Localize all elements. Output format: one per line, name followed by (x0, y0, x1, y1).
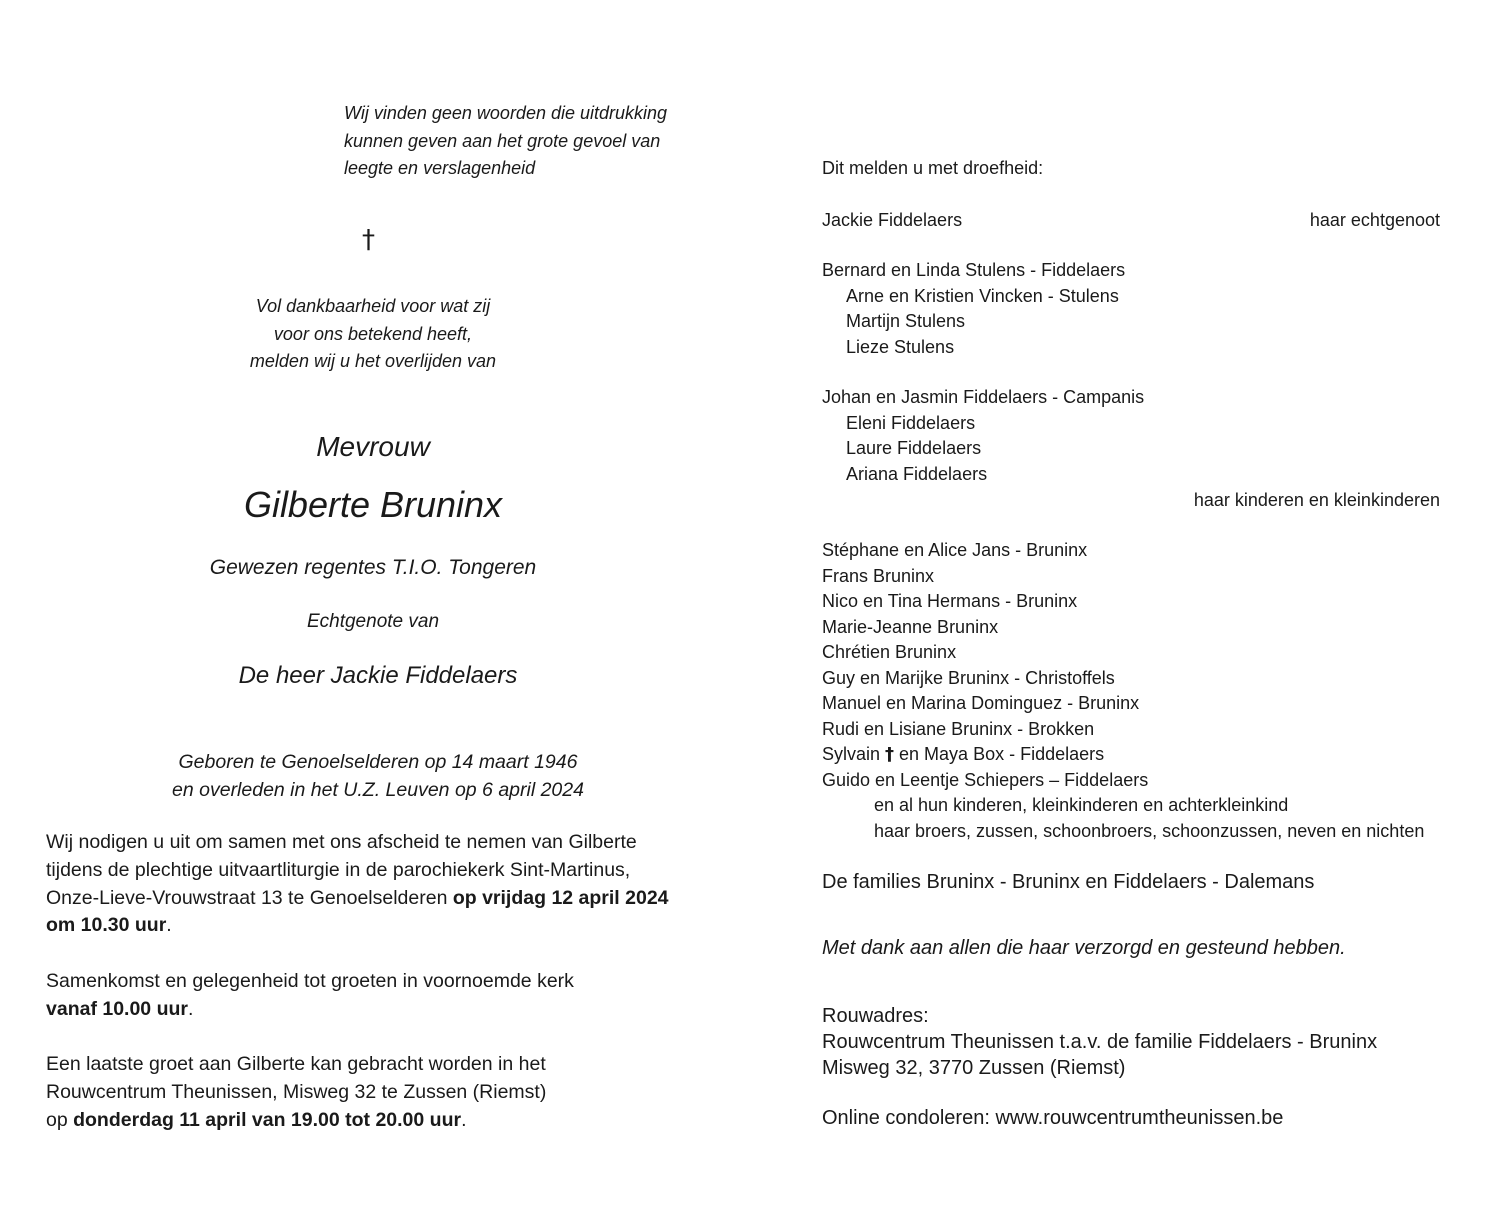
gathering-line: Samenkomst en gelegenheid tot groeten in voornoemde kerk (46, 970, 574, 992)
sibling-entry: Guy en Marijke Bruninx - Christoffels (822, 667, 1115, 688)
birth-line: Geboren te Genoelselderen op 14 maart 1946 (178, 751, 578, 773)
family-member: Ariana Fiddelaers (846, 463, 988, 484)
siblings-note: haar broers, zussen, schoonbroers, schoonzussen, neven en nichten (874, 820, 1425, 841)
deceased-name: Gilberte Bruninx (243, 484, 503, 525)
family-head: Johan en Jasmin Fiddelaers - Campanis (822, 387, 1145, 407)
siblings-list (822, 538, 1424, 844)
opening-quote (344, 100, 667, 183)
gathering-line: vanaf 10.00 uur. (46, 997, 194, 1020)
invitation-line (46, 885, 669, 913)
online-condolence: Online condoleren: www.rouwcentrumtheunissen.be (822, 1107, 1284, 1129)
sibling-entry: Marie-Jeanne Bruninx (822, 616, 999, 637)
sibling-entry: Rudi en Lisiane Bruninx - Brokken (822, 718, 1095, 739)
salutation: Mevrouw (316, 431, 430, 462)
gathering-time: vanaf 10.00 uur (46, 997, 188, 1020)
family-member: Lieze Stulens (846, 336, 955, 357)
family-member: Arne en Kristien Vincken - Stulens (846, 285, 1119, 306)
farewell-line: op donderdag 11 april van 19.00 tot 20.00 uur. (46, 1108, 467, 1131)
invitation-line: Wij nodigen u uit om samen met ons afscheid te nemen van Gilberte (46, 831, 637, 853)
sibling-entry: Stéphane en Alice Jans - Bruninx (822, 540, 1088, 560)
funeral-time: om 10.30 uur (46, 914, 167, 937)
children-role: haar kinderen en kleinkinderen (1193, 490, 1440, 510)
sibling-entry: Chrétien Bruninx (822, 642, 957, 662)
address-label: Rouwadres: (822, 1005, 929, 1027)
invitation-address: Onze-Lieve-Vrouwstraat 13 te Genoelselderen (46, 886, 453, 909)
siblings-note: en al hun kinderen, kleinkinderen en achterkleinkind (874, 795, 1289, 815)
thanks-line: Met dank aan allen die haar verzorgd en gesteund hebben. (822, 937, 1346, 959)
mourning-address (822, 1003, 1377, 1081)
husband-name: Jackie Fiddelaers (822, 210, 963, 230)
family-member: Eleni Fiddelaers (846, 412, 976, 433)
address-line: Misweg 32, 3770 Zussen (Riemst) (822, 1057, 1126, 1079)
gratitude-line: melden wij u het overlijden van (249, 351, 497, 371)
family-member: Laure Fiddelaers (846, 438, 982, 458)
family-group-stulens (822, 258, 1125, 360)
birth-death-dates (103, 748, 653, 804)
cross-icon: † (885, 744, 895, 765)
quote-line: kunnen geven aan het grote gevoel van (344, 130, 661, 151)
sibling-entry: Sylvain † en Maya Box - Fiddelaers (822, 744, 1105, 765)
funeral-date: op vrijdag 12 april 2024 (452, 886, 669, 909)
gathering-info (46, 968, 574, 1024)
spouse-label: Echtgenote van (306, 611, 440, 632)
farewell-time: donderdag 11 april van 19.00 tot 20.00 uur (73, 1108, 462, 1131)
address-line: Rouwcentrum Theunissen t.a.v. de familie Fiddelaers - Bruninx (822, 1031, 1378, 1053)
husband-role: haar echtgenoot (1309, 210, 1440, 230)
funeral-invitation (46, 829, 669, 940)
gratitude-text (173, 293, 573, 376)
sibling-entry: Manuel en Marina Dominguez - Bruninx (822, 693, 1140, 713)
families-line: De families Bruninx - Bruninx en Fiddelaers - Dalemans (822, 871, 1315, 893)
gratitude-line: voor ons betekend heeft, (273, 323, 473, 344)
sibling-entry: Nico en Tina Hermans - Bruninx (822, 591, 1078, 611)
farewell-line: Rouwcentrum Theunissen, Misweg 32 te Zussen (Riemst) (46, 1080, 547, 1103)
family-head: Bernard en Linda Stulens - Fiddelaers (822, 260, 1126, 280)
farewell-info (46, 1051, 546, 1134)
invitation-line: om 10.30 uur. (46, 914, 172, 937)
announcement-intro: Dit melden u met droefheid: (822, 158, 1044, 178)
profession: Gewezen regentes T.I.O. Tongeren (209, 556, 537, 579)
gratitude-line: Vol dankbaarheid voor wat zij (255, 296, 491, 316)
farewell-line: Een laatste groet aan Gilberte kan gebracht worden in het (46, 1053, 546, 1075)
invitation-line: tijdens de plechtige uitvaartliturgie in de parochiekerk Sint-Martinus, (46, 858, 631, 881)
sibling-entry: Guido en Leentje Schiepers – Fiddelaers (822, 769, 1149, 790)
death-line: en overleden in het U.Z. Leuven op 6 april 2024 (172, 779, 584, 801)
sibling-entry: Frans Bruninx (822, 565, 935, 586)
family-member: Martijn Stulens (846, 311, 966, 331)
quote-line: leegte en verslagenheid (344, 158, 536, 178)
spouse-name: De heer Jackie Fiddelaers (238, 662, 518, 689)
cross-icon: † (362, 225, 375, 255)
family-group-fiddelaers (822, 385, 1144, 487)
quote-line: Wij vinden geen woorden die uitdrukking (344, 103, 668, 123)
